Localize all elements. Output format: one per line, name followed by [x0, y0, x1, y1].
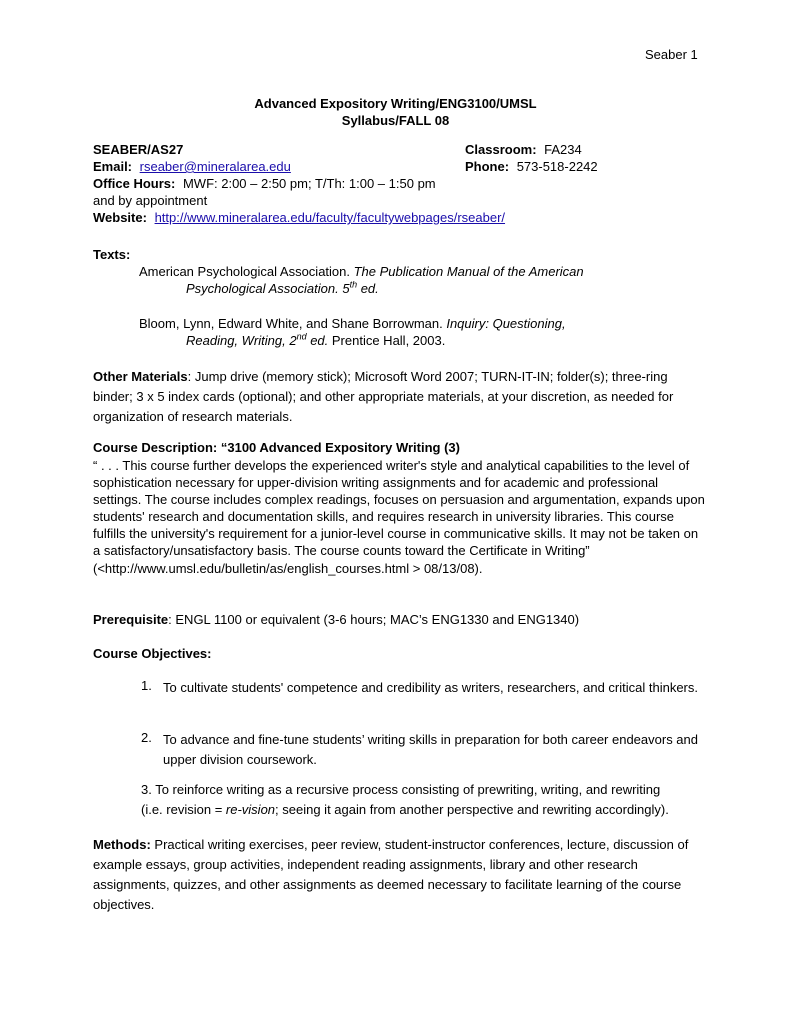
book2-edition: ed.	[306, 333, 329, 348]
book1-line1	[139, 264, 584, 279]
office-hours-label: Office Hours:	[93, 176, 176, 191]
course-description-text: “ . . . This course further develops the experienced writer's style and analytical capabilities to the level of sophistication necessary for upper-division writing assignments and for academic and professional settings. The course includes complex readings, focuses on persuasion and argumentation, expands upon students' research and documentation skills, and requires research in university libraries. This course fulfills the university's requirement for a junior-level course in communicative skills. It may not be taken on a satisfactory/unsatisfactory basis. The course counts toward the Certificate in Writing” (<http://www.umsl.edu/bulletin/as/english_courses.html > 08/13/08).	[93, 458, 705, 576]
classroom-line	[465, 142, 582, 157]
course-description-heading	[93, 440, 460, 455]
book1-line2	[186, 281, 379, 296]
book2-title: Inquiry: Questioning,	[446, 316, 566, 331]
book2-title-cont: Reading, Writing, 2	[186, 333, 297, 348]
methods	[93, 835, 705, 915]
objective-text: To advance and fine-tune students’ writing skills in preparation for both career endeavors and upper division coursework.	[163, 732, 698, 767]
office-hours-line	[93, 176, 436, 191]
book1-edition: ed.	[357, 281, 379, 296]
objective-text: To cultivate students' competence and credibility as writers, researchers, and critical thinkers.	[163, 680, 698, 695]
book2-line1	[139, 316, 566, 331]
other-materials	[93, 367, 705, 427]
email-label: Email:	[93, 159, 133, 174]
objective-3-revision: re-vision	[225, 802, 276, 817]
texts-heading: Texts:	[93, 247, 131, 262]
objective-3-text-a: (i.e. revision =	[141, 802, 226, 817]
document-title: Advanced Expository Writing/ENG3100/UMSL	[254, 96, 537, 111]
objective-number: 2.	[141, 730, 152, 745]
classroom-label: Classroom:	[465, 142, 537, 157]
phone-line	[465, 159, 598, 174]
methods-label: Methods:	[93, 837, 151, 852]
book2-edition-sup: nd	[296, 331, 307, 342]
website-link[interactable]: http://www.mineralarea.edu/faculty/facultywebpages/rseaber/	[154, 210, 506, 225]
objective-number: 1.	[141, 678, 152, 693]
other-materials-label: Other Materials	[93, 369, 188, 384]
prerequisite	[93, 612, 579, 627]
phone-value: 573-518-2242	[516, 159, 598, 174]
course-name: 3100 Advanced Expository Writing (3)	[227, 440, 460, 455]
book1-title-cont: Psychological Association. 5	[186, 281, 350, 296]
book1-title: The Publication Manual of the American	[353, 264, 584, 279]
office-hours-value: MWF: 2:00 – 2:50 pm; T/Th: 1:00 – 1:50 pm	[182, 176, 436, 191]
objective-3-text-c: ; seeing it again from another perspective and rewriting accordingly).	[275, 802, 669, 817]
book2-publisher: Prentice Hall, 2003.	[328, 333, 446, 348]
other-materials-text: : Jump drive (memory stick); Microsoft Word 2007; TURN-IT-IN; folder(s); three-ring binder; 3 x 5 index cards (optional); and other appropriate materials, at your discretion, as needed for organization of research materials.	[93, 369, 674, 424]
prerequisite-text: : ENGL 1100 or equivalent (3-6 hours; MAC’s ENG1330 and ENG1340)	[168, 612, 580, 627]
methods-text: Practical writing exercises, peer review, student-instructor conferences, lecture, discussion of example essays, group activities, independent reading assignments, library and other research assignments, quizzes, and other assignments as deemed necessary to facilitate learning of the course objectives.	[93, 837, 689, 912]
classroom-value: FA234	[544, 142, 582, 157]
email-line	[93, 159, 291, 174]
objective-3-line2	[141, 802, 669, 817]
course-description-label: Course Description: “	[93, 440, 228, 455]
book2-line2	[186, 333, 445, 348]
book1-authors: American Psychological Association.	[139, 264, 354, 279]
document-subtitle: Syllabus/FALL 08	[341, 113, 450, 128]
website-line	[93, 210, 505, 225]
page-number: Seaber 1	[645, 47, 698, 62]
objectives-heading: Course Objectives:	[93, 646, 212, 661]
office-hours-appointment: and by appointment	[93, 193, 208, 208]
book1-edition-sup: th	[349, 279, 358, 290]
instructor-code: SEABER/AS27	[93, 142, 184, 157]
website-label: Website:	[93, 210, 147, 225]
objective-3-line1: 3. To reinforce writing as a recursive process consisting of prewriting, writing, and rewriting	[141, 782, 661, 797]
prerequisite-label: Prerequisite	[93, 612, 169, 627]
book2-authors: Bloom, Lynn, Edward White, and Shane Borrowman.	[139, 316, 447, 331]
phone-label: Phone:	[465, 159, 510, 174]
email-link[interactable]: rseaber@mineralarea.edu	[139, 159, 291, 174]
